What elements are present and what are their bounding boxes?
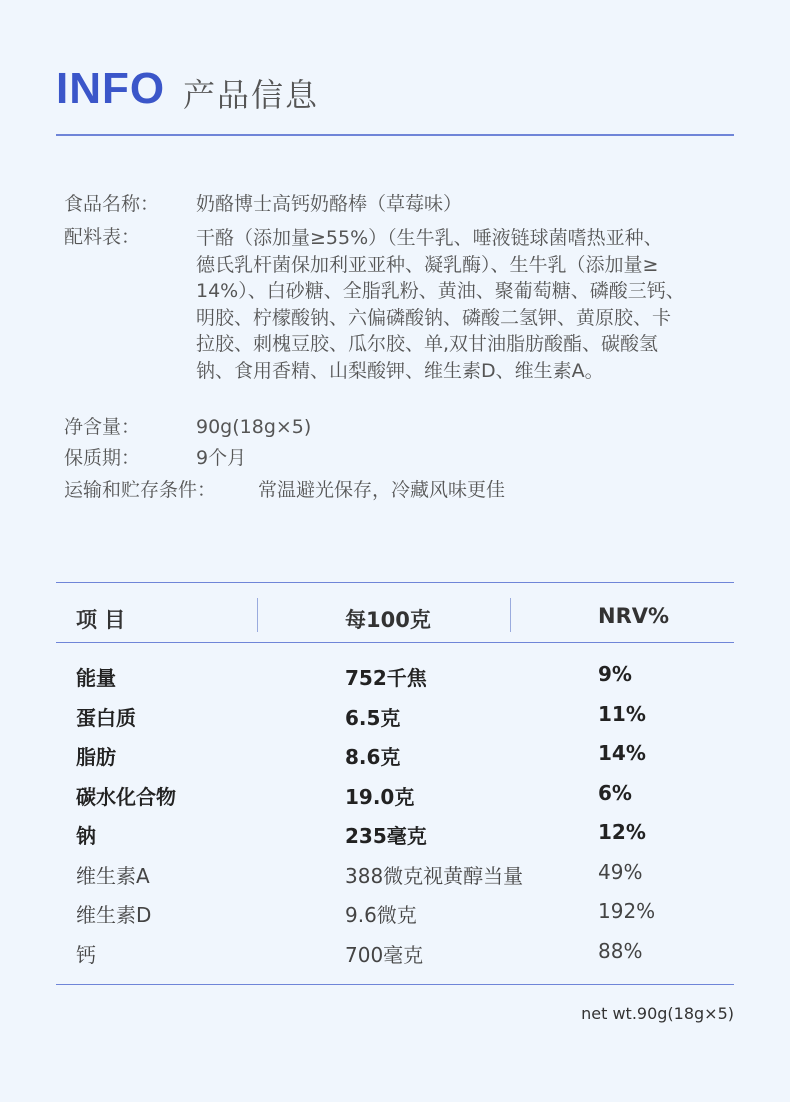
name-label: 食品名称： (64, 193, 160, 215)
shelf-life-value: 9个月 (196, 447, 247, 469)
nutrient-nrv: 49% (598, 859, 643, 884)
nutrient-name: 蛋白质 (76, 705, 136, 730)
column-divider (510, 598, 511, 632)
header-nrv: NRV% (598, 604, 670, 628)
ingredients-list (196, 225, 685, 384)
nutrient-name: 钙 (76, 942, 96, 967)
nutrient-nrv: 6% (598, 780, 632, 805)
header-per100g: 每100克 (345, 608, 431, 632)
nutrient-name: 能量 (76, 666, 116, 690)
table-row (0, 939, 790, 979)
info-title: INFO (56, 64, 166, 113)
ingredients-line: 拉胶、刺槐豆胶、瓜尔胶、单,双甘油脂肪酸酯、碳酸氢 (196, 333, 659, 355)
nutrient-amount: 8.6克 (345, 745, 401, 769)
nutrient-amount: 388微克视黄醇当量 (345, 863, 524, 888)
nutrient-nrv: 14% (598, 741, 646, 765)
nutrient-nrv: 9% (598, 662, 632, 686)
table-top-rule (56, 582, 734, 583)
table-header-rule (56, 642, 734, 643)
table-row (0, 741, 790, 781)
nutrient-nrv: 88% (598, 938, 643, 963)
name-value: 奶酪博士高钙奶酪棒（草莓味） (196, 193, 463, 215)
net-value: 90g(18g×5) (196, 416, 312, 438)
table-row (0, 820, 790, 860)
ingredients-line: 钠、食用香精、山梨酸钾、维生素D、维生素A。 (196, 359, 604, 382)
ingredients-label: 配料表： (64, 226, 141, 248)
ingredients-line: 14%）、白砂糖、全脂乳粉、黄油、聚葡萄糖、磷酸三钙、 (196, 280, 685, 302)
header-divider (56, 134, 734, 136)
net-label: 净含量： (64, 416, 141, 438)
table-row (0, 899, 790, 939)
nutrient-amount: 6.5克 (345, 705, 401, 730)
shelf-life-label: 保质期： (64, 447, 141, 469)
nutrient-nrv: 12% (598, 820, 646, 844)
nutrient-name: 碳水化合物 (76, 784, 176, 809)
table-row (0, 781, 790, 821)
ingredients-line: 德氏乳杆菌保加利亚亚种、凝乳酶）、生牛乳（添加量≥ (196, 253, 659, 276)
column-divider (257, 598, 258, 632)
nutrient-nrv: 11% (598, 701, 646, 726)
header-item: 项 目 (76, 608, 126, 632)
table-row (0, 662, 790, 702)
ingredients-line: 明胶、柠檬酸钠、六偏磷酸钠、磷酸二氢钾、黄原胶、卡 (196, 306, 672, 329)
nutrient-nrv: 192% (598, 899, 656, 923)
nutrient-name: 维生素A (76, 863, 150, 888)
ingredients-line: 干酪（添加量≥55%）（生牛乳、唾液链球菌嗜热亚种、 (196, 227, 663, 249)
net-weight-note: net wt.90g(18g×5) (581, 1004, 734, 1023)
storage-label: 运输和贮存条件： (64, 479, 217, 501)
table-row (0, 860, 790, 900)
nutrient-name: 维生素D (76, 903, 152, 927)
nutrient-amount: 19.0克 (345, 784, 415, 809)
nutrient-name: 钠 (76, 824, 96, 848)
nutrient-amount: 235毫克 (345, 824, 427, 848)
nutrient-amount: 700毫克 (345, 942, 424, 967)
product-info-title: 产品信息 (183, 76, 320, 114)
nutrient-name: 脂肪 (76, 745, 116, 769)
storage-value: 常温避光保存，冷藏风味更佳 (258, 479, 506, 501)
table-row (0, 702, 790, 742)
table-bottom-rule (56, 984, 734, 985)
nutrient-amount: 9.6微克 (345, 903, 417, 927)
nutrient-amount: 752千焦 (345, 666, 427, 690)
